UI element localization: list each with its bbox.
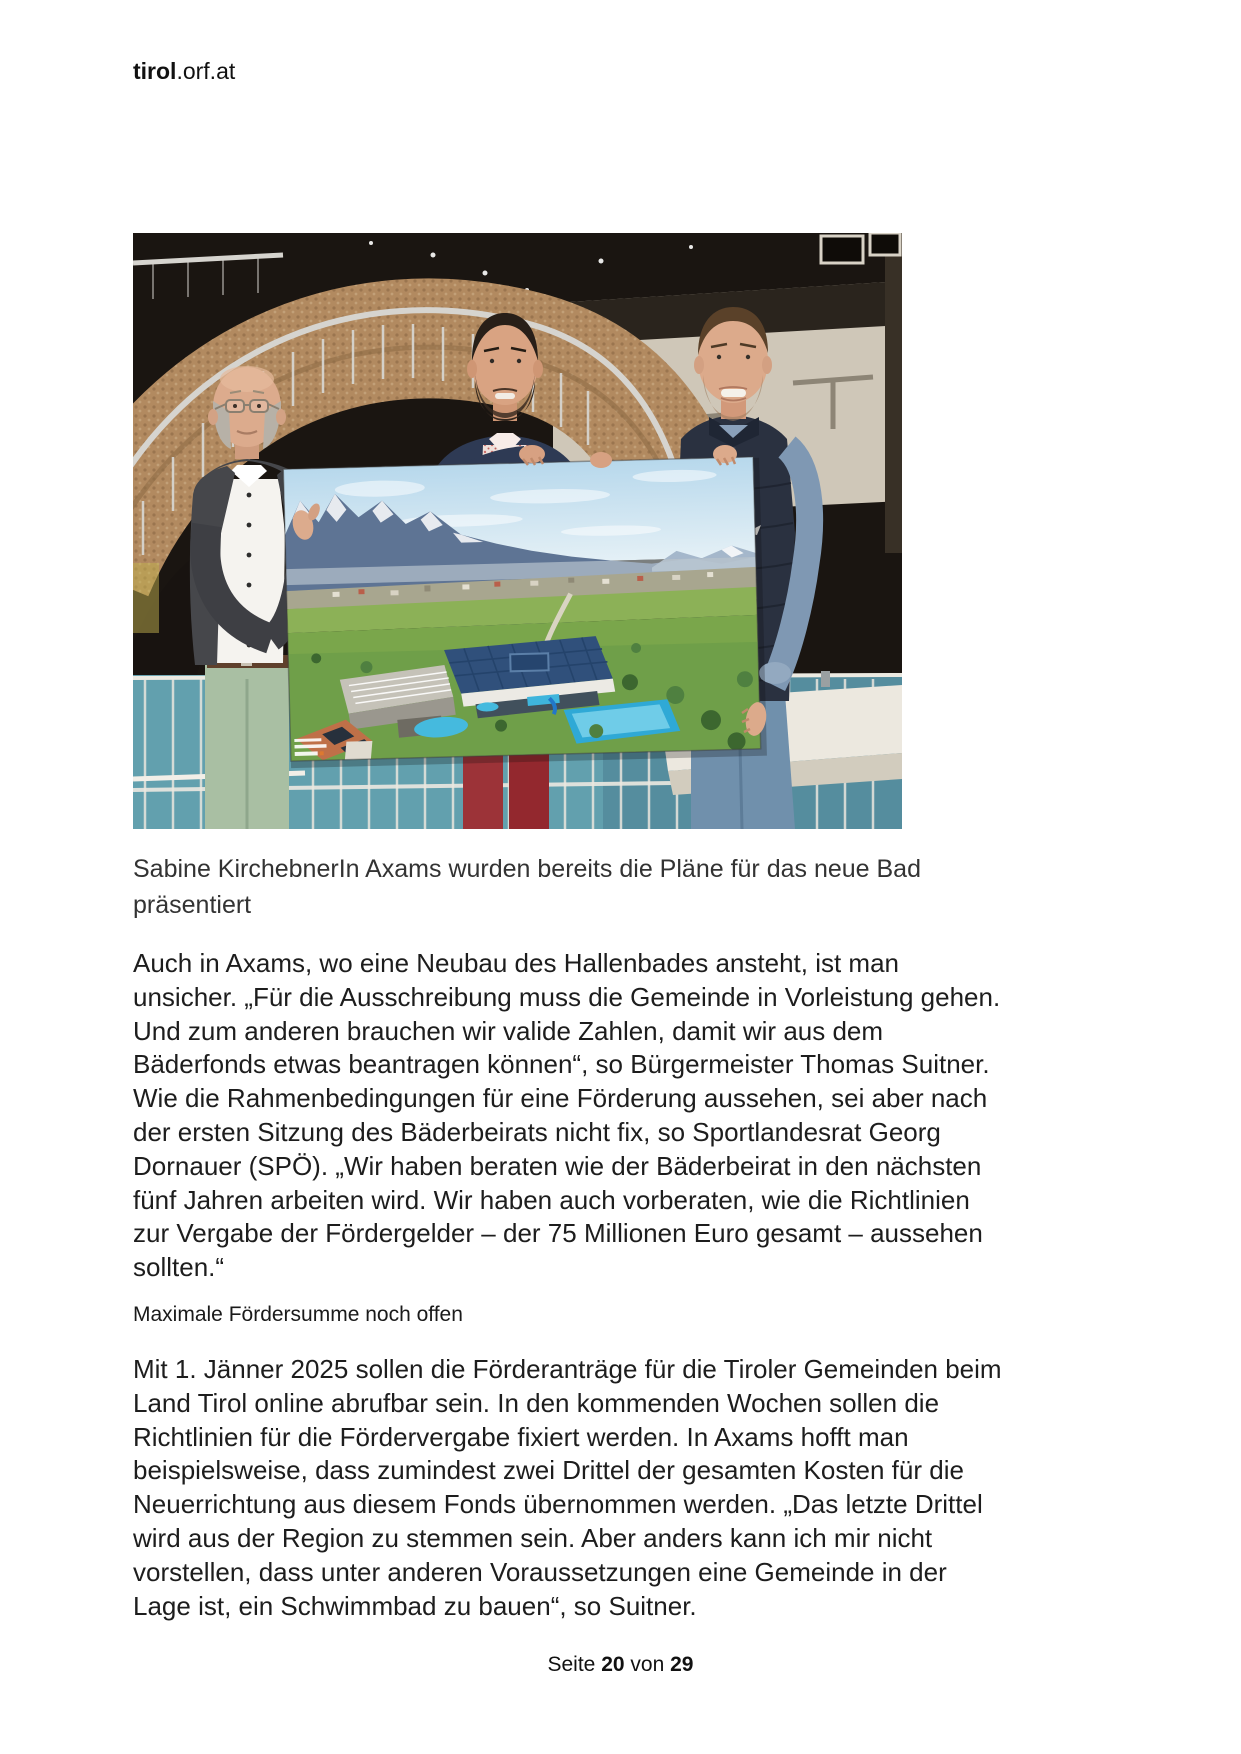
text-line: Bäderfonds etwas beantragen können“, so Bürgermeister Thomas Suitner. <box>133 1049 990 1080</box>
site-header <box>133 58 235 85</box>
text-line: zur Vergabe der Fördergelder – der 75 Millionen Euro gesamt – aussehen <box>133 1218 983 1249</box>
footer-page-number: 20 <box>601 1653 625 1676</box>
wall-frame <box>821 236 863 263</box>
footer-separator: von <box>630 1653 665 1676</box>
site-name-bold: tirol <box>133 58 177 84</box>
text-line: Auch in Axams, wo eine Neubau des Hallenbades ansteht, ist man <box>133 948 900 978</box>
photo-caption <box>133 851 1093 923</box>
text-line: Und zum anderen brauchen wir valide Zahlen, damit wir aus dem <box>133 1015 884 1046</box>
text-line: Wie die Rahmenbedingungen für eine Förderung aussehen, sei aber nach <box>133 1083 988 1114</box>
site-name-rest: .orf.at <box>176 58 236 84</box>
article-paragraph-2 <box>133 1353 1143 1623</box>
text-line: der ersten Sitzung des Bäderbeirats nicht fix, so Sportlandesrat Georg <box>133 1116 941 1147</box>
wall-frame <box>870 233 900 255</box>
text-line: Dornauer (SPÖ). „Wir haben beraten wie der Bäderbeirat in den nächsten <box>133 1150 982 1181</box>
text-line: Sabine KirchebnerIn Axams wurden bereits die Pläne für das neue Bad <box>133 855 921 883</box>
text-line: beispielsweise, dass zumindest zwei Drittel der gesamten Kosten für die <box>133 1455 964 1486</box>
article-paragraph-1 <box>133 947 1143 1285</box>
text-line: unsicher. „Für die Ausschreibung muss die Gemeinde in Vorleistung gehen. <box>133 981 1001 1012</box>
held-picture <box>283 457 767 768</box>
footer-prefix: Seite <box>547 1653 596 1676</box>
stair-light-glow <box>133 563 159 633</box>
text-line: präsentiert <box>133 891 252 919</box>
text-line: fünf Jahren arbeiten wird. Wir haben auch vorberaten, wie die Richtlinien <box>133 1184 970 1215</box>
article-subheading: Maximale Fördersumme noch offen <box>133 1303 463 1326</box>
footer-total-pages: 29 <box>670 1653 694 1676</box>
text-line: Mit 1. Jänner 2025 sollen die Förderanträge für die Tiroler Gemeinden beim <box>133 1354 1002 1384</box>
photo-canvas <box>133 233 902 829</box>
text-line: Land Tirol online abrufbar sein. In den kommenden Wochen sollen die <box>133 1387 940 1418</box>
article-photo <box>133 233 902 829</box>
page-footer <box>0 1653 1241 1677</box>
text-line: sollten.“ <box>133 1252 225 1283</box>
text-line: Richtlinien für die Fördervergabe fixiert werden. In Axams hofft man <box>133 1421 909 1452</box>
text-line: Lage ist, ein Schwimmbad zu bauen“, so Suitner. <box>133 1590 697 1621</box>
text-line: Neuerrichtung aus diesem Fonds übernommen werden. „Das letzte Drittel <box>133 1489 983 1520</box>
text-line: wird aus der Region zu stemmen sein. Aber anders kann ich mir nicht <box>133 1522 933 1553</box>
text-line: vorstellen, dass unter anderen Voraussetzungen eine Gemeinde in der <box>133 1556 947 1587</box>
